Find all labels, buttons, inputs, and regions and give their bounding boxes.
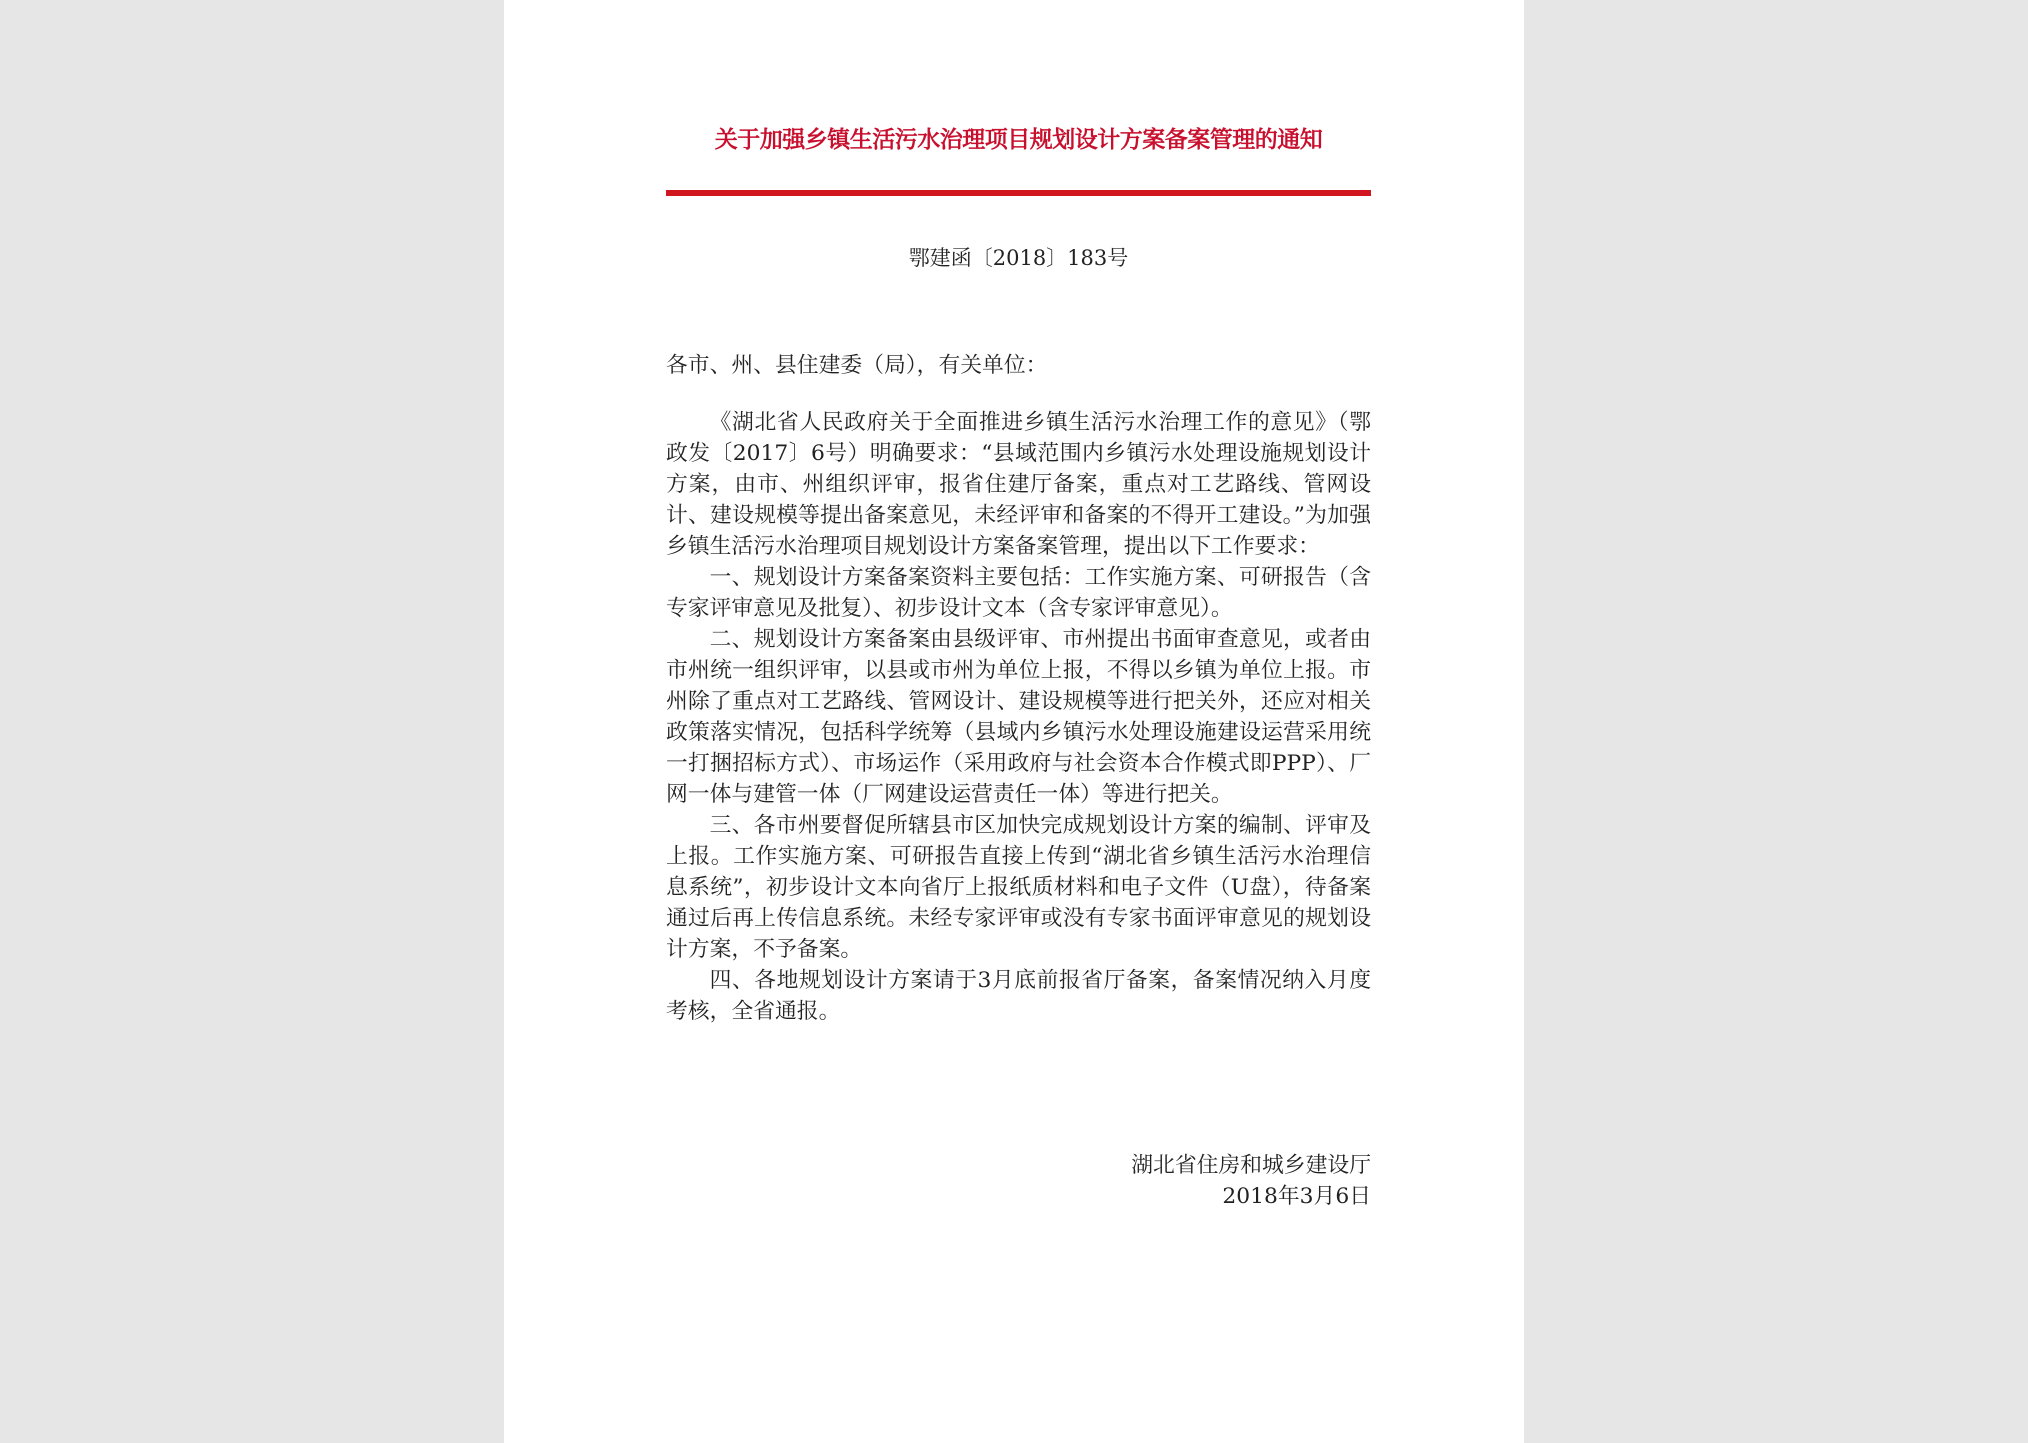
body-paragraph-2: 二、规划设计方案备案由县级评审、市州提出书面审查意见，或者由市州统一组织评审，以县或市州为单位上报，不得以乡镇为单位上报。市州除了重点对工艺路线、管网设计、建设规模等进行把关外，还应对相关政策落实情况，包括科学统筹（县域内乡镇污水处理设施建设运营采用统一打捆招标方式）、市场运作（采用政府与社会资本合作模式即PPP）、厂网一体与建管一体（厂网建设运营责任一体）等进行把关。 — [666, 627, 1371, 807]
document-page — [504, 0, 1524, 1443]
document-title: 关于加强乡镇生活污水治理项目规划设计方案备案管理的通知 — [714, 126, 1323, 153]
body-paragraph-3: 三、各市州要督促所辖县市区加快完成规划设计方案的编制、评审及上报。工作实施方案、可研报告直接上传到“湖北省乡镇生活污水治理信息系统”，初步设计文本向省厅上报纸质材料和电子文件（U盘），待备案通过后再上传信息系统。未经专家评审或没有专家书面评审意见的规划设计方案，不予备案。 — [666, 813, 1371, 962]
red-header-rule — [666, 190, 1371, 196]
issuer-name: 湖北省住房和城乡建设厅 — [1131, 1153, 1371, 1178]
issue-date: 2018年3月6日 — [1222, 1184, 1371, 1209]
document-body — [666, 350, 1371, 1027]
addressee-line: 各市、州、县住建委（局），有关单位： — [666, 353, 1048, 378]
signature-block — [666, 1150, 1371, 1212]
document-number: 鄂建函〔2018〕183号 — [908, 246, 1129, 270]
body-paragraph-1: 一、规划设计方案备案资料主要包括：工作实施方案、可研报告（含专家评审意见及批复）、初步设计文本（含专家评审意见）。 — [666, 565, 1371, 621]
body-paragraph-intro: 《湖北省人民政府关于全面推进乡镇生活污水治理工作的意见》（鄂政发〔2017〕6号）明确要求：“县域范围内乡镇污水处理设施规划设计方案，由市、州组织评审，报省住建厅备案，重点对工艺路线、管网设计、建设规模等提出备案意见，未经评审和备案的不得开工建设。”为加强乡镇生活污水治理项目规划设计方案备案管理，提出以下工作要求： — [666, 410, 1371, 559]
body-paragraph-4: 四、各地规划设计方案请于3月底前报省厅备案，备案情况纳入月度考核，全省通报。 — [666, 968, 1371, 1024]
